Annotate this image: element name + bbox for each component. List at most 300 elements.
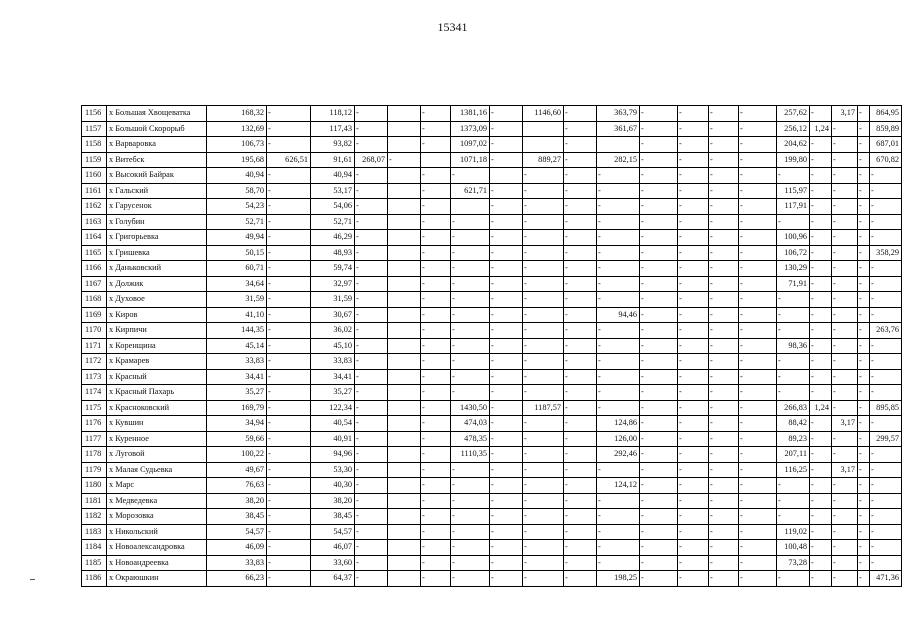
value-cell: - — [640, 137, 678, 153]
value-cell: - — [678, 385, 709, 401]
value-cell: - — [564, 307, 597, 323]
value-cell: - — [597, 400, 640, 416]
value-cell: 34,41 — [207, 369, 267, 385]
value-cell: - — [451, 307, 490, 323]
value-cell: - — [870, 261, 902, 277]
value-cell: - — [523, 369, 564, 385]
value-cell: - — [858, 137, 870, 153]
value-cell: - — [640, 261, 678, 277]
value-cell: - — [640, 400, 678, 416]
value-cell: 1146,60 — [523, 106, 564, 122]
value-cell: 40,54 — [311, 416, 355, 432]
settlement-name-cell: х Должик — [107, 276, 207, 292]
value-cell: - — [870, 462, 902, 478]
settlements-table — [81, 105, 902, 587]
settlement-name-cell: х Красный — [107, 369, 207, 385]
value-cell: - — [451, 555, 490, 571]
value-cell: - — [421, 168, 451, 184]
value-cell: - — [709, 106, 739, 122]
value-cell: - — [810, 369, 832, 385]
value-cell — [388, 338, 421, 354]
value-cell: - — [355, 369, 388, 385]
value-cell: 168,32 — [207, 106, 267, 122]
value-cell: - — [739, 462, 777, 478]
value-cell: - — [267, 106, 311, 122]
value-cell: 46,09 — [207, 540, 267, 556]
value-cell: 46,29 — [311, 230, 355, 246]
value-cell: - — [858, 431, 870, 447]
value-cell: - — [523, 323, 564, 339]
value-cell: - — [678, 555, 709, 571]
value-cell: 106,73 — [207, 137, 267, 153]
row-number-cell: 1170 — [82, 323, 107, 339]
value-cell: - — [810, 261, 832, 277]
value-cell: 33,83 — [207, 555, 267, 571]
value-cell: 889,27 — [523, 152, 564, 168]
value-cell: - — [709, 338, 739, 354]
value-cell: 52,71 — [311, 214, 355, 230]
value-cell: 48,93 — [311, 245, 355, 261]
value-cell: - — [267, 369, 311, 385]
value-cell: - — [832, 493, 858, 509]
value-cell: - — [739, 555, 777, 571]
value-cell: - — [810, 416, 832, 432]
value-cell: - — [810, 199, 832, 215]
value-cell: - — [564, 571, 597, 587]
value-cell: - — [640, 416, 678, 432]
value-cell: - — [640, 431, 678, 447]
row-number-cell: 1177 — [82, 431, 107, 447]
value-cell: - — [451, 385, 490, 401]
table-row — [82, 292, 902, 308]
value-cell: - — [777, 385, 810, 401]
value-cell: - — [564, 168, 597, 184]
value-cell: 864,95 — [870, 106, 902, 122]
value-cell: - — [739, 400, 777, 416]
table-row — [82, 478, 902, 494]
value-cell: 54,57 — [207, 524, 267, 540]
value-cell: - — [832, 354, 858, 370]
value-cell: 3,17 — [832, 106, 858, 122]
value-cell: - — [777, 292, 810, 308]
value-cell: - — [355, 462, 388, 478]
value-cell: - — [858, 230, 870, 246]
settlement-name-cell: х Красноковский — [107, 400, 207, 416]
value-cell: - — [267, 478, 311, 494]
value-cell: - — [858, 540, 870, 556]
value-cell: - — [451, 524, 490, 540]
value-cell: 53,17 — [311, 183, 355, 199]
value-cell — [388, 369, 421, 385]
value-cell: - — [832, 152, 858, 168]
value-cell: - — [870, 214, 902, 230]
value-cell — [388, 462, 421, 478]
value-cell: 40,94 — [207, 168, 267, 184]
value-cell: - — [858, 369, 870, 385]
value-cell: - — [678, 571, 709, 587]
value-cell: - — [858, 261, 870, 277]
table-row — [82, 121, 902, 137]
value-cell: - — [709, 214, 739, 230]
value-cell: 670,82 — [870, 152, 902, 168]
value-cell: - — [355, 106, 388, 122]
row-number-cell: 1168 — [82, 292, 107, 308]
value-cell: - — [355, 509, 388, 525]
value-cell: - — [523, 354, 564, 370]
settlement-name-cell: х Марс — [107, 478, 207, 494]
value-cell: 53,30 — [311, 462, 355, 478]
value-cell: - — [564, 152, 597, 168]
value-cell: 38,45 — [207, 509, 267, 525]
value-cell: - — [678, 493, 709, 509]
value-cell: - — [564, 199, 597, 215]
value-cell: - — [267, 493, 311, 509]
value-cell: - — [858, 292, 870, 308]
value-cell: - — [597, 276, 640, 292]
value-cell: - — [355, 385, 388, 401]
row-number-cell: 1174 — [82, 385, 107, 401]
value-cell: - — [678, 540, 709, 556]
value-cell — [388, 214, 421, 230]
value-cell: - — [870, 524, 902, 540]
value-cell: - — [523, 230, 564, 246]
value-cell: - — [490, 509, 523, 525]
value-cell: 66,23 — [207, 571, 267, 587]
value-cell: 292,46 — [597, 447, 640, 463]
value-cell: 1071,18 — [451, 152, 490, 168]
value-cell: - — [870, 416, 902, 432]
value-cell: - — [355, 354, 388, 370]
row-number-cell: 1156 — [82, 106, 107, 122]
value-cell: - — [870, 199, 902, 215]
value-cell — [388, 323, 421, 339]
value-cell: 118,12 — [311, 106, 355, 122]
value-cell: - — [777, 478, 810, 494]
value-cell — [388, 540, 421, 556]
value-cell: 34,41 — [311, 369, 355, 385]
value-cell: - — [870, 493, 902, 509]
table-row — [82, 369, 902, 385]
value-cell: - — [523, 385, 564, 401]
value-cell: - — [421, 245, 451, 261]
value-cell: 94,46 — [597, 307, 640, 323]
row-number-cell: 1181 — [82, 493, 107, 509]
row-number-cell: 1158 — [82, 137, 107, 153]
value-cell: - — [640, 168, 678, 184]
value-cell: - — [832, 385, 858, 401]
value-cell: - — [421, 106, 451, 122]
value-cell — [388, 447, 421, 463]
value-cell: - — [870, 292, 902, 308]
value-cell: - — [832, 447, 858, 463]
value-cell: - — [490, 385, 523, 401]
value-cell: - — [490, 245, 523, 261]
table-row — [82, 338, 902, 354]
value-cell: 88,42 — [777, 416, 810, 432]
value-cell: - — [832, 168, 858, 184]
value-cell: 126,00 — [597, 431, 640, 447]
value-cell: 117,43 — [311, 121, 355, 137]
row-number-cell: 1164 — [82, 230, 107, 246]
value-cell: - — [810, 509, 832, 525]
value-cell: - — [678, 400, 709, 416]
value-cell: - — [858, 168, 870, 184]
value-cell: 50,15 — [207, 245, 267, 261]
value-cell: - — [490, 338, 523, 354]
value-cell: 49,94 — [207, 230, 267, 246]
settlement-name-cell: х Медведевка — [107, 493, 207, 509]
value-cell: - — [678, 323, 709, 339]
value-cell: - — [810, 385, 832, 401]
value-cell: - — [832, 338, 858, 354]
value-cell: - — [777, 354, 810, 370]
value-cell: - — [832, 323, 858, 339]
row-number-cell: 1160 — [82, 168, 107, 184]
value-cell: 124,12 — [597, 478, 640, 494]
value-cell: - — [267, 555, 311, 571]
value-cell: - — [640, 555, 678, 571]
value-cell — [388, 493, 421, 509]
value-cell: - — [597, 292, 640, 308]
settlement-name-cell: х Витебск — [107, 152, 207, 168]
value-cell: - — [678, 106, 709, 122]
value-cell: - — [709, 292, 739, 308]
value-cell: 687,01 — [870, 137, 902, 153]
value-cell — [388, 571, 421, 587]
value-cell: - — [267, 540, 311, 556]
value-cell: - — [597, 555, 640, 571]
value-cell: - — [564, 524, 597, 540]
value-cell: - — [490, 431, 523, 447]
value-cell: 33,60 — [311, 555, 355, 571]
value-cell: - — [523, 245, 564, 261]
table-row — [82, 447, 902, 463]
value-cell: - — [267, 416, 311, 432]
value-cell: 40,91 — [311, 431, 355, 447]
value-cell: - — [267, 338, 311, 354]
row-number-cell: 1171 — [82, 338, 107, 354]
value-cell: - — [355, 276, 388, 292]
value-cell: - — [640, 183, 678, 199]
value-cell: - — [267, 354, 311, 370]
value-cell: - — [523, 416, 564, 432]
table-row — [82, 400, 902, 416]
table-row — [82, 555, 902, 571]
table-row — [82, 524, 902, 540]
value-cell: - — [451, 292, 490, 308]
value-cell: - — [564, 493, 597, 509]
value-cell: - — [709, 121, 739, 137]
value-cell: - — [564, 106, 597, 122]
value-cell: 124,86 — [597, 416, 640, 432]
value-cell: - — [490, 307, 523, 323]
value-cell: - — [564, 245, 597, 261]
value-cell: - — [523, 199, 564, 215]
value-cell: - — [832, 307, 858, 323]
value-cell: - — [832, 121, 858, 137]
value-cell: - — [421, 230, 451, 246]
value-cell: - — [523, 214, 564, 230]
value-cell: 49,67 — [207, 462, 267, 478]
value-cell: - — [490, 416, 523, 432]
value-cell: - — [777, 493, 810, 509]
value-cell: 54,23 — [207, 199, 267, 215]
settlement-name-cell: х Большой Скорорыб — [107, 121, 207, 137]
value-cell: 71,91 — [777, 276, 810, 292]
value-cell: - — [870, 307, 902, 323]
value-cell: - — [810, 214, 832, 230]
value-cell: - — [421, 540, 451, 556]
value-cell: - — [678, 354, 709, 370]
settlement-name-cell: х Морозовка — [107, 509, 207, 525]
value-cell: 3,17 — [832, 462, 858, 478]
value-cell: - — [858, 400, 870, 416]
value-cell: 1,24 — [810, 121, 832, 137]
value-cell: - — [709, 261, 739, 277]
value-cell: - — [739, 307, 777, 323]
value-cell: - — [709, 493, 739, 509]
value-cell: 106,72 — [777, 245, 810, 261]
value-cell: - — [858, 478, 870, 494]
value-cell: - — [810, 106, 832, 122]
value-cell: 204,62 — [777, 137, 810, 153]
value-cell: - — [739, 137, 777, 153]
value-cell: - — [490, 261, 523, 277]
value-cell: 31,59 — [207, 292, 267, 308]
value-cell: - — [267, 307, 311, 323]
row-number-cell: 1165 — [82, 245, 107, 261]
value-cell: - — [451, 338, 490, 354]
value-cell: 33,83 — [311, 354, 355, 370]
value-cell: - — [640, 276, 678, 292]
value-cell: - — [858, 447, 870, 463]
value-cell: - — [490, 230, 523, 246]
value-cell: 199,80 — [777, 152, 810, 168]
value-cell: - — [355, 323, 388, 339]
value-cell: - — [777, 571, 810, 587]
value-cell: - — [597, 385, 640, 401]
value-cell: 626,51 — [267, 152, 311, 168]
value-cell: - — [678, 121, 709, 137]
value-cell: 130,29 — [777, 261, 810, 277]
value-cell: 1381,16 — [451, 106, 490, 122]
value-cell: 859,89 — [870, 121, 902, 137]
value-cell: - — [777, 307, 810, 323]
value-cell: - — [640, 230, 678, 246]
row-number-cell: 1185 — [82, 555, 107, 571]
row-number-cell: 1178 — [82, 447, 107, 463]
value-cell: 1097,02 — [451, 137, 490, 153]
value-cell: - — [564, 385, 597, 401]
value-cell: - — [739, 121, 777, 137]
settlement-name-cell: х Григорьевка — [107, 230, 207, 246]
value-cell: 358,29 — [870, 245, 902, 261]
value-cell: - — [355, 416, 388, 432]
value-cell: - — [564, 230, 597, 246]
value-cell: - — [870, 276, 902, 292]
value-cell: - — [564, 431, 597, 447]
value-cell: - — [355, 307, 388, 323]
row-number-cell: 1172 — [82, 354, 107, 370]
value-cell — [388, 137, 421, 153]
value-cell: - — [678, 462, 709, 478]
row-number-cell: 1175 — [82, 400, 107, 416]
value-cell: - — [739, 385, 777, 401]
value-cell: - — [451, 230, 490, 246]
row-number-cell: 1179 — [82, 462, 107, 478]
value-cell: - — [678, 152, 709, 168]
value-cell: - — [832, 431, 858, 447]
value-cell: 169,79 — [207, 400, 267, 416]
value-cell: - — [832, 509, 858, 525]
value-cell: - — [523, 168, 564, 184]
value-cell: - — [739, 509, 777, 525]
value-cell: - — [523, 261, 564, 277]
value-cell: - — [832, 183, 858, 199]
value-cell: 93,82 — [311, 137, 355, 153]
value-cell: - — [267, 183, 311, 199]
table-body — [82, 106, 902, 587]
value-cell: - — [490, 276, 523, 292]
settlement-name-cell: х Большая Хвощеватка — [107, 106, 207, 122]
table-row — [82, 276, 902, 292]
value-cell: - — [267, 385, 311, 401]
value-cell: - — [267, 292, 311, 308]
value-cell: - — [832, 400, 858, 416]
value-cell: - — [523, 292, 564, 308]
value-cell: - — [640, 199, 678, 215]
value-cell: - — [421, 214, 451, 230]
value-cell: - — [810, 524, 832, 540]
value-cell: - — [421, 400, 451, 416]
value-cell: - — [267, 199, 311, 215]
value-cell: - — [832, 524, 858, 540]
table-row — [82, 385, 902, 401]
value-cell: - — [709, 230, 739, 246]
value-cell: - — [523, 478, 564, 494]
value-cell: 41,10 — [207, 307, 267, 323]
page-number: 15341 — [437, 20, 468, 34]
value-cell: - — [421, 261, 451, 277]
table-row — [82, 462, 902, 478]
value-cell: - — [597, 183, 640, 199]
value-cell: - — [709, 183, 739, 199]
value-cell: - — [709, 307, 739, 323]
value-cell: - — [564, 478, 597, 494]
table-row — [82, 431, 902, 447]
value-cell: 1187,57 — [523, 400, 564, 416]
value-cell: - — [709, 385, 739, 401]
value-cell: - — [640, 478, 678, 494]
table-row — [82, 416, 902, 432]
value-cell: - — [267, 400, 311, 416]
value-cell: - — [810, 168, 832, 184]
value-cell: - — [709, 137, 739, 153]
value-cell: - — [490, 214, 523, 230]
value-cell: - — [858, 462, 870, 478]
value-cell: - — [640, 509, 678, 525]
value-cell: - — [858, 307, 870, 323]
value-cell — [597, 137, 640, 153]
value-cell: 31,59 — [311, 292, 355, 308]
value-cell: - — [451, 354, 490, 370]
value-cell: - — [777, 509, 810, 525]
value-cell: - — [870, 338, 902, 354]
value-cell: - — [870, 509, 902, 525]
value-cell: - — [810, 307, 832, 323]
value-cell: - — [709, 540, 739, 556]
value-cell: - — [739, 323, 777, 339]
